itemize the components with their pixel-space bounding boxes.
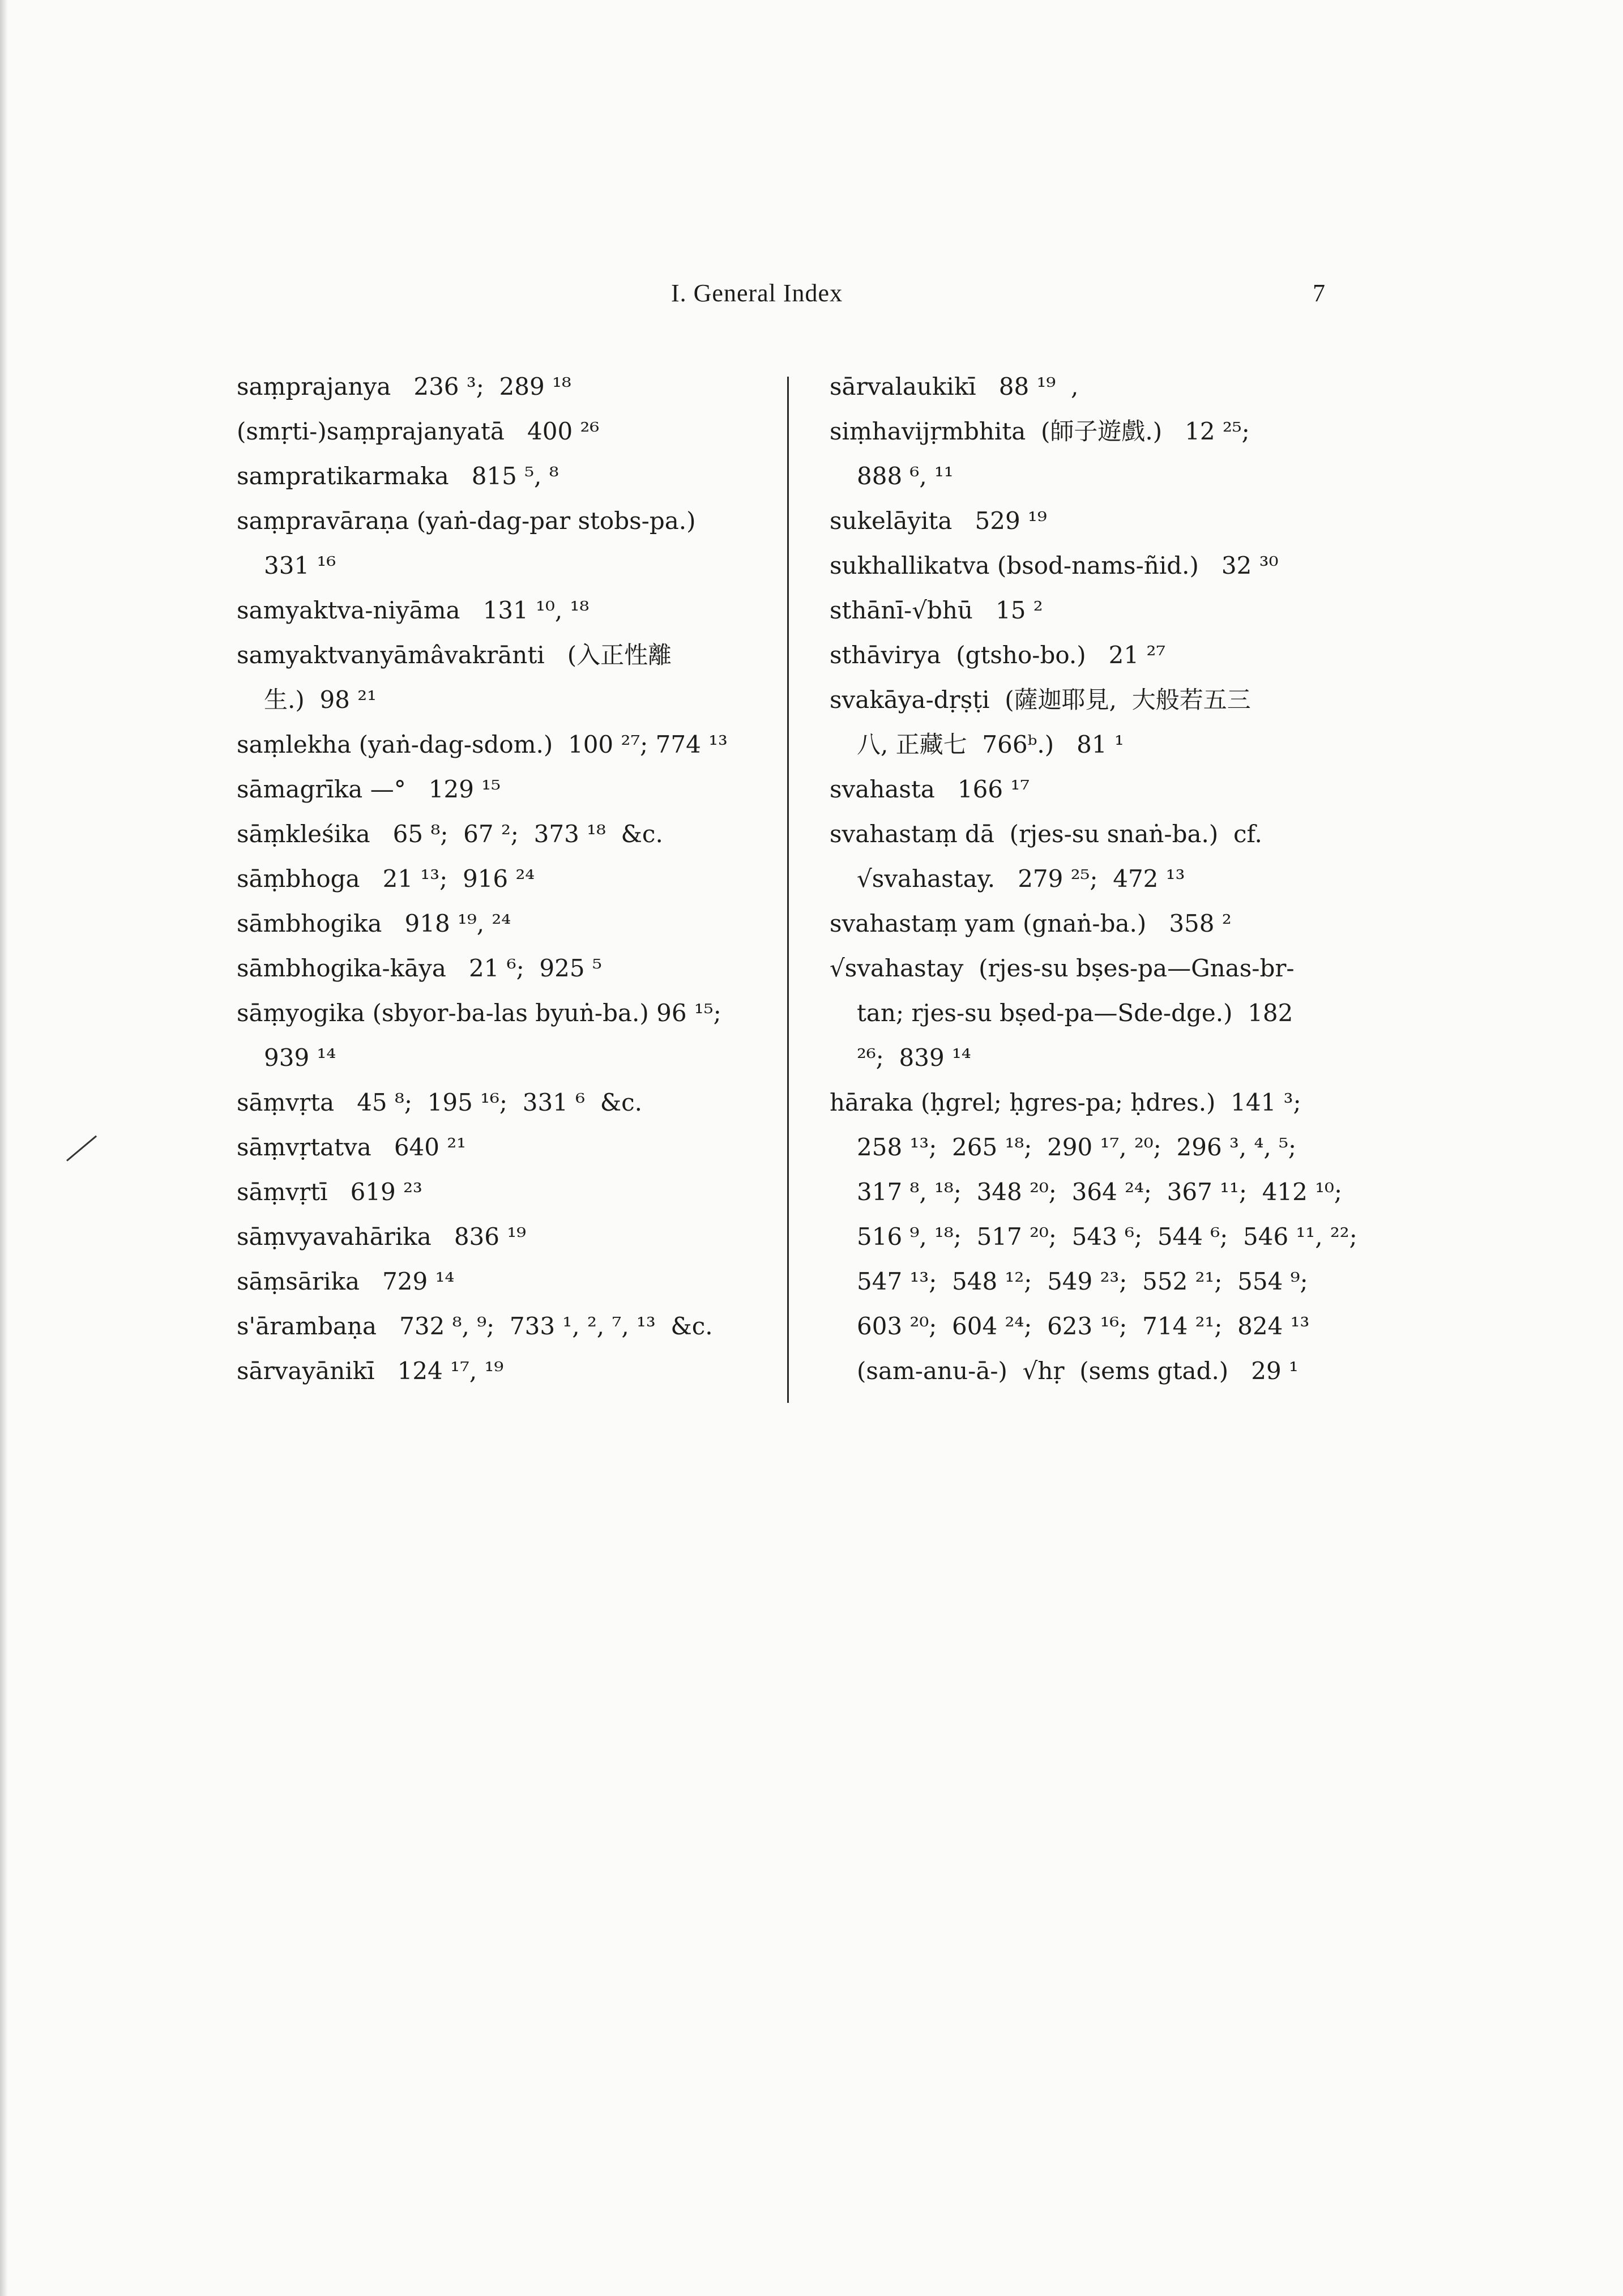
index-entry: √svahastay (rjes-su bṣes-pa—Gnas-br- — [830, 954, 1295, 982]
margin-pencil-mark — [66, 1136, 97, 1162]
index-entry: sukelāyita 529 ¹⁹ — [830, 507, 1047, 535]
index-entry: sārvalaukikī 88 ¹⁹ , — [830, 373, 1079, 400]
index-entry: sāṃkleśika 65 ⁸; 67 ²; 373 ¹⁸ &c. — [237, 820, 663, 848]
index-column-left — [237, 364, 792, 1393]
index-entry: 八, 正藏七 766ᵇ.) 81 ¹ — [857, 731, 1124, 758]
index-entry: 331 ¹⁶ — [264, 552, 336, 579]
index-entry: sāṃsārika 729 ¹⁴ — [237, 1268, 455, 1295]
index-entry: s'ārambaṇa 732 ⁸, ⁹; 733 ¹, ², ⁷, ¹³ &c. — [237, 1312, 713, 1340]
index-entry: 258 ¹³; 265 ¹⁸; 290 ¹⁷, ²⁰; 296 ³, ⁴, ⁵; — [857, 1133, 1297, 1161]
index-entry: samyaktva-niyāma 131 ¹⁰, ¹⁸ — [237, 596, 590, 624]
index-entry: sāmagrīka —° 129 ¹⁵ — [237, 775, 501, 803]
index-entry: sāṃvṛta 45 ⁸; 195 ¹⁶; 331 ⁶ &c. — [237, 1089, 643, 1116]
index-entry: sāṃvṛtatva 640 ²¹ — [237, 1133, 467, 1161]
index-entry: hāraka (ḥgrel; ḥgres-pa; ḥdres.) 141 ³; — [830, 1089, 1301, 1116]
index-entry: sāmbhogika 918 ¹⁹, ²⁴ — [237, 910, 511, 937]
index-entry: sampratikarmaka 815 ⁵, ⁸ — [237, 462, 559, 490]
column-divider — [787, 377, 789, 1403]
page-number: 7 — [1313, 279, 1325, 307]
index-entry: samyaktvanyāmâvakrānti (入正性離 — [237, 641, 672, 669]
running-title: I. General Index — [671, 279, 843, 307]
index-entry: svahastaṃ yam (gnaṅ-ba.) 358 ² — [830, 910, 1232, 937]
index-entry: svakāya-dṛṣṭi (薩迦耶見, 大般若五三 — [830, 686, 1251, 714]
index-entry: sthānī-√bhū 15 ² — [830, 596, 1043, 624]
index-entry: sāṃvṛtī 619 ²³ — [237, 1178, 422, 1206]
index-entry: 547 ¹³; 548 ¹²; 549 ²³; 552 ²¹; 554 ⁹; — [857, 1268, 1308, 1295]
index-entry: saṃlekha (yaṅ-dag-sdom.) 100 ²⁷; 774 ¹³ — [237, 731, 728, 758]
index-entry: 317 ⁸, ¹⁸; 348 ²⁰; 364 ²⁴; 367 ¹¹; 412 ¹⁰; — [857, 1178, 1343, 1206]
index-entry: √svahastay. 279 ²⁵; 472 ¹³ — [857, 865, 1185, 893]
index-entry: tan; rjes-su bṣed-pa—Sde-dge.) 182 — [857, 999, 1293, 1027]
index-entry: 516 ⁹, ¹⁸; 517 ²⁰; 543 ⁶; 544 ⁶; 546 ¹¹, ²²; — [857, 1223, 1357, 1251]
index-entry: siṃhavijṛmbhita (師子遊戲.) 12 ²⁵; — [830, 417, 1250, 445]
index-entry: sāṃbhoga 21 ¹³; 916 ²⁴ — [237, 865, 535, 893]
index-entry: 生.) 98 ²¹ — [264, 686, 377, 714]
index-entry: saṃprajanya 236 ³; 289 ¹⁸ — [237, 373, 571, 400]
index-entry: sāṃyogika (sbyor-ba-las byuṅ-ba.) 96 ¹⁵; — [237, 999, 721, 1027]
index-entry: (sam-anu-ā-) √hṛ (sems gtad.) 29 ¹ — [857, 1357, 1299, 1385]
index-entry: sāṃvyavahārika 836 ¹⁹ — [237, 1223, 527, 1251]
index-entry: (smṛti-)saṃprajanyatā 400 ²⁶ — [237, 417, 600, 445]
index-entry: 939 ¹⁴ — [264, 1044, 336, 1072]
index-entry: 888 ⁶, ¹¹ — [857, 462, 954, 490]
index-column-right — [830, 364, 1357, 1393]
index-entry: svahastaṃ dā (rjes-su snaṅ-ba.) cf. — [830, 820, 1262, 848]
page-edge-shadow — [0, 0, 8, 2296]
index-entry: sārvayānikī 124 ¹⁷, ¹⁹ — [237, 1357, 504, 1385]
index-entry: 603 ²⁰; 604 ²⁴; 623 ¹⁶; 714 ²¹; 824 ¹³ — [857, 1312, 1310, 1340]
index-entry: saṃpravāraṇa (yaṅ-dag-par stobs-pa.) — [237, 507, 696, 535]
index-entry: sthāvirya (gtsho-bo.) 21 ²⁷ — [830, 641, 1166, 669]
index-entry: ²⁶; 839 ¹⁴ — [857, 1044, 971, 1072]
index-entry: sukhallikatva (bsod-nams-ñid.) 32 ³⁰ — [830, 552, 1279, 579]
index-entry: sāmbhogika-kāya 21 ⁶; 925 ⁵ — [237, 954, 602, 982]
index-entry: svahasta 166 ¹⁷ — [830, 775, 1030, 803]
